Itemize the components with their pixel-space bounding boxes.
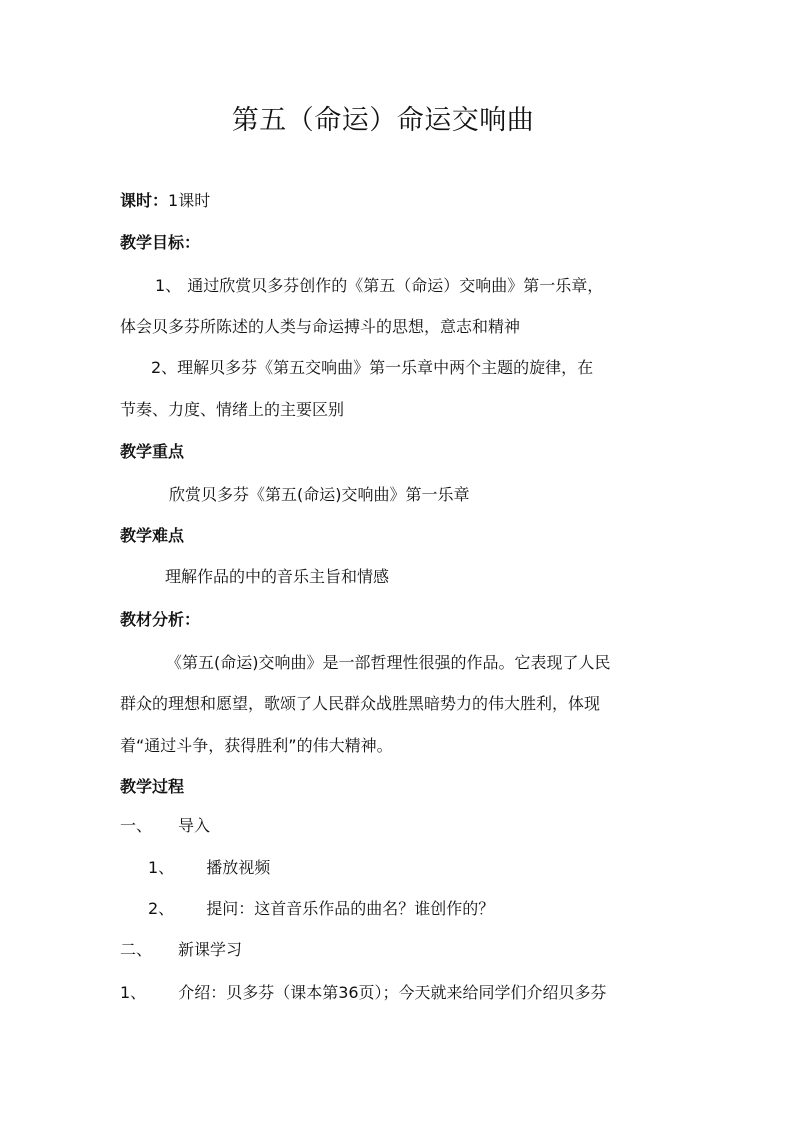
process-step-2 (148, 898, 494, 920)
process-section-2 (120, 939, 242, 961)
analysis-line-1: 《第五(命运)交响曲》是一部哲理性很强的作品。它表现了人民 (166, 653, 611, 672)
lesson-hours-label: 课时： (120, 191, 169, 210)
step-1-number: 1、 (148, 858, 175, 877)
objective-1-number: 1、 (155, 276, 182, 295)
analysis-heading: 教材分析： (120, 610, 201, 629)
step-3-number: 1、 (120, 983, 147, 1002)
step-1-text: 播放视频 (206, 858, 271, 877)
step-2-number: 2、 (148, 899, 175, 918)
difficulty-text: 理解作品的中的音乐主旨和情感 (165, 567, 390, 586)
objective-1-text: 通过欣赏贝多芬创作的《第五（命运）交响曲》第一乐章， (187, 276, 604, 295)
section-2-title: 新课学习 (178, 940, 243, 959)
process-section-1 (120, 815, 210, 837)
objectives-heading: 教学目标： (120, 233, 201, 252)
lesson-hours-line (120, 190, 210, 212)
difficulty-heading: 教学难点 (120, 526, 185, 545)
section-1-title: 导入 (178, 816, 211, 835)
process-step-3 (120, 982, 607, 1004)
objective-1-line-1 (155, 275, 603, 297)
section-1-number: 一、 (120, 816, 153, 835)
lesson-hours-value: 1课时 (168, 191, 211, 210)
objective-1-line-2: 体会贝多芬所陈述的人类与命运搏斗的思想，意志和精神 (120, 317, 521, 336)
document-title: 第五（命运）命运交响曲 (231, 105, 535, 136)
section-2-number: 二、 (120, 940, 153, 959)
objective-2-line-1: 2、理解贝多芬《第五交响曲》第一乐章中两个主题的旋律，在 (151, 358, 594, 377)
analysis-line-3: 着“通过斗争，获得胜利”的伟大精神。 (120, 736, 393, 755)
analysis-line-2: 群众的理想和愿望，歌颂了人民群众战胜黑暗势力的伟大胜利，体现 (120, 694, 601, 713)
key-point-text: 欣赏贝多芬《第五(命运)交响曲》第一乐章 (169, 485, 470, 504)
objective-2-line-2: 节奏、力度、情绪上的主要区别 (120, 400, 345, 419)
step-3-text: 介绍：贝多芬（课本第36页）；今天就来给同学们介绍贝多芬 (178, 983, 607, 1002)
key-point-heading: 教学重点 (120, 442, 185, 461)
step-2-text: 提问：这首音乐作品的曲名？谁创作的？ (206, 899, 495, 918)
process-step-1 (148, 857, 270, 879)
process-heading: 教学过程 (120, 777, 185, 796)
